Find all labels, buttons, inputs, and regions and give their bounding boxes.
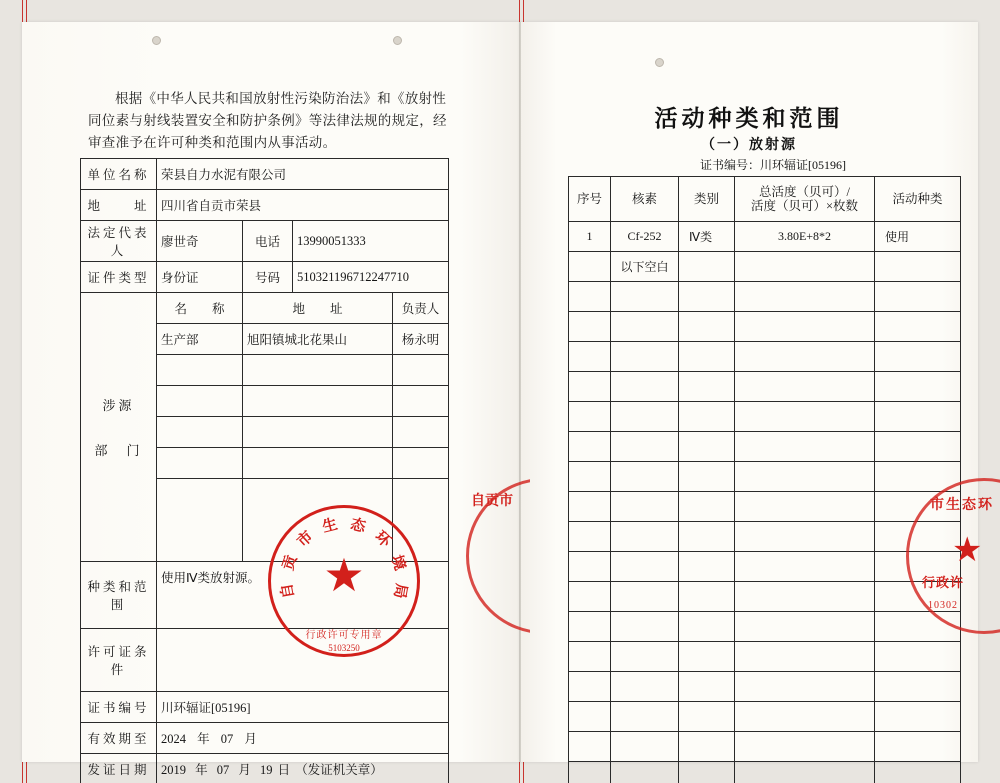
seal-arc-char: 局 bbox=[390, 582, 409, 600]
table-row bbox=[569, 672, 961, 702]
col-no-header: 序号 bbox=[569, 177, 611, 222]
col-category-header: 类别 bbox=[679, 177, 735, 222]
table-row bbox=[569, 612, 961, 642]
cell-category bbox=[679, 582, 735, 612]
partial-seal-left-text: 自贡市 bbox=[471, 494, 513, 509]
intro-text: 根据《中华人民共和国放射性污染防治法》和《放射性同位素与射线装置安全和防护条例》等法律法规的规定，经审查准予在许可种类和范围内从事活动。 bbox=[88, 91, 447, 150]
table-row bbox=[569, 222, 961, 252]
cell-nuclide bbox=[611, 402, 679, 432]
cell-activity bbox=[735, 312, 875, 342]
cell-nuclide bbox=[611, 612, 679, 642]
table-row bbox=[569, 732, 961, 762]
cell-no bbox=[569, 312, 611, 342]
cell-activity-type bbox=[875, 342, 961, 372]
cell-no bbox=[569, 342, 611, 372]
dept-label-line2: 部 门 bbox=[94, 443, 143, 458]
cell-nuclide bbox=[611, 342, 679, 372]
cell-activity bbox=[735, 282, 875, 312]
seal-arc-char: 贡 bbox=[280, 553, 301, 573]
dept-person: 杨永明 bbox=[393, 324, 449, 355]
cell-no bbox=[569, 522, 611, 552]
cell-category bbox=[679, 372, 735, 402]
cell-activity bbox=[735, 582, 875, 612]
binding-hole bbox=[393, 36, 402, 45]
cell-category bbox=[679, 702, 735, 732]
dept-name: 生产部 bbox=[157, 324, 243, 355]
dept-person bbox=[393, 417, 449, 448]
dept-name bbox=[157, 355, 243, 386]
cell-nuclide bbox=[611, 282, 679, 312]
cell-no bbox=[569, 462, 611, 492]
table-row bbox=[569, 342, 961, 372]
cell-nuclide bbox=[611, 672, 679, 702]
unit-name-label: 单位名称 bbox=[81, 159, 157, 190]
issue-year-unit: 年 bbox=[195, 763, 208, 777]
address-label: 地 址 bbox=[81, 190, 157, 221]
valid-year: 2024 bbox=[161, 732, 186, 746]
cell-activity-type bbox=[875, 582, 961, 612]
cell-no bbox=[569, 372, 611, 402]
cell-category bbox=[679, 492, 735, 522]
star-icon: ★ bbox=[323, 550, 365, 602]
cell-category bbox=[679, 402, 735, 432]
table-row bbox=[569, 642, 961, 672]
seal-code: 5103250 bbox=[328, 643, 360, 653]
cell-nuclide bbox=[611, 522, 679, 552]
legal-rep-label: 法定代表人 bbox=[81, 221, 157, 262]
table-row bbox=[81, 293, 449, 324]
seal-arc-char: 自 bbox=[279, 582, 298, 600]
scope-label: 种类和范围 bbox=[81, 562, 157, 629]
table-row bbox=[569, 702, 961, 732]
cert-no-label: 证书编号 bbox=[81, 692, 157, 723]
cell-activity bbox=[735, 612, 875, 642]
cell-nuclide bbox=[611, 642, 679, 672]
intro-paragraph bbox=[88, 88, 448, 154]
seal-arc-char: 生 bbox=[320, 516, 340, 536]
dept-name bbox=[157, 386, 243, 417]
issue-authority-note: （发证机关章） bbox=[295, 763, 383, 777]
dept-person bbox=[393, 355, 449, 386]
partial-seal-right-mid-text: 行政许 bbox=[922, 575, 965, 590]
issue-month: 07 bbox=[216, 763, 230, 777]
cell-nuclide bbox=[611, 312, 679, 342]
cell-activity bbox=[735, 402, 875, 432]
seal-arc-char: 境 bbox=[387, 553, 408, 573]
cell-activity bbox=[735, 252, 875, 282]
col-activity-header bbox=[735, 177, 875, 222]
table-row bbox=[81, 692, 449, 723]
cell-category bbox=[679, 732, 735, 762]
table-row bbox=[81, 754, 449, 783]
cell-activity bbox=[735, 672, 875, 702]
cell-nuclide: 以下空白 bbox=[611, 252, 679, 282]
cell-no bbox=[569, 732, 611, 762]
page-title: 活动种类和范围 bbox=[654, 106, 844, 131]
table-row bbox=[569, 552, 961, 582]
dept-addr bbox=[243, 479, 393, 562]
issue-date-value bbox=[157, 754, 449, 783]
seal-arc-char: 市 bbox=[294, 528, 317, 551]
cell-category bbox=[679, 762, 735, 783]
cell-category bbox=[679, 342, 735, 372]
page-fold bbox=[519, 22, 521, 762]
cert-number-right: 证书编号：川环辐证[05196] bbox=[700, 158, 846, 172]
valid-until-label: 有效期至 bbox=[81, 723, 157, 754]
cell-activity-type bbox=[875, 642, 961, 672]
cell-activity bbox=[735, 642, 875, 672]
cell-activity-type bbox=[875, 282, 961, 312]
page-subtitle: （一）放射源 bbox=[701, 138, 797, 153]
table-row bbox=[569, 492, 961, 522]
cell-activity-type bbox=[875, 462, 961, 492]
cell-activity bbox=[735, 492, 875, 522]
id-no-label: 号码 bbox=[243, 262, 293, 293]
cell-nuclide bbox=[611, 492, 679, 522]
cell-category: Ⅳ类 bbox=[679, 222, 735, 252]
table-row bbox=[569, 312, 961, 342]
table-row bbox=[569, 582, 961, 612]
table-row bbox=[81, 723, 449, 754]
scope-value: 使用Ⅳ类放射源。 bbox=[157, 562, 449, 629]
cell-nuclide bbox=[611, 582, 679, 612]
table-row bbox=[81, 221, 449, 262]
cell-activity bbox=[735, 342, 875, 372]
issue-month-unit: 月 bbox=[238, 763, 251, 777]
dept-label-cell bbox=[81, 293, 157, 562]
cell-activity-type bbox=[875, 432, 961, 462]
unit-name-value: 荣县自力水泥有限公司 bbox=[157, 159, 449, 190]
dept-name bbox=[157, 448, 243, 479]
dept-addr bbox=[243, 386, 393, 417]
table-row bbox=[569, 522, 961, 552]
phone-label: 电话 bbox=[243, 221, 293, 262]
cell-activity-type bbox=[875, 762, 961, 783]
cell-activity-type bbox=[875, 252, 961, 282]
license-info-table bbox=[80, 158, 449, 783]
cell-category bbox=[679, 312, 735, 342]
table-row bbox=[81, 262, 449, 293]
issue-day-unit: 日 bbox=[277, 763, 291, 777]
cell-no bbox=[569, 552, 611, 582]
valid-month: 07 bbox=[220, 732, 234, 746]
partial-seal-right-top-text: 市生态环 bbox=[930, 498, 994, 513]
cell-no bbox=[569, 282, 611, 312]
cell-activity bbox=[735, 552, 875, 582]
condition-label: 许可证条件 bbox=[81, 629, 157, 692]
dept-label-line1: 涉源 bbox=[102, 398, 135, 413]
table-row bbox=[569, 402, 961, 432]
table-row bbox=[81, 159, 449, 190]
cell-category bbox=[679, 612, 735, 642]
cell-activity bbox=[735, 462, 875, 492]
cell-no bbox=[569, 672, 611, 702]
seal-bottom-text: 行政许可专用章 bbox=[305, 630, 383, 641]
cell-activity-type bbox=[875, 372, 961, 402]
cell-activity bbox=[735, 372, 875, 402]
cell-activity-type bbox=[875, 672, 961, 702]
cell-no bbox=[569, 702, 611, 732]
binding-hole bbox=[152, 36, 161, 45]
table-row bbox=[569, 252, 961, 282]
condition-value bbox=[157, 629, 449, 692]
valid-year-unit: 年 bbox=[197, 732, 210, 746]
table-header-row bbox=[569, 177, 961, 222]
dept-person bbox=[393, 386, 449, 417]
cell-nuclide: Cf-252 bbox=[611, 222, 679, 252]
cell-activity-type bbox=[875, 702, 961, 732]
phone-value: 13990051333 bbox=[293, 221, 449, 262]
dept-person bbox=[393, 448, 449, 479]
cell-category bbox=[679, 282, 735, 312]
cell-activity bbox=[735, 732, 875, 762]
cell-category bbox=[679, 432, 735, 462]
dept-name bbox=[157, 479, 243, 562]
cell-no bbox=[569, 612, 611, 642]
col-activity-type-header: 活动种类 bbox=[875, 177, 961, 222]
dept-name bbox=[157, 417, 243, 448]
table-row bbox=[569, 282, 961, 312]
cell-no bbox=[569, 582, 611, 612]
table-row bbox=[81, 190, 449, 221]
cell-no bbox=[569, 492, 611, 522]
table-row bbox=[569, 762, 961, 783]
cell-activity bbox=[735, 762, 875, 783]
cell-category bbox=[679, 462, 735, 492]
cell-nuclide bbox=[611, 732, 679, 762]
cell-no: 1 bbox=[569, 222, 611, 252]
cell-activity-type bbox=[875, 612, 961, 642]
cell-activity-type bbox=[875, 552, 961, 582]
issue-day: 19 bbox=[260, 763, 273, 777]
legal-rep-value: 廖世奇 bbox=[157, 221, 243, 262]
cell-activity-type bbox=[875, 732, 961, 762]
dept-addr bbox=[243, 448, 393, 479]
issue-date-label: 发证日期 bbox=[81, 754, 157, 783]
dept-col-name-header: 名 称 bbox=[157, 293, 243, 324]
id-no-value: 510321196712247710 bbox=[293, 262, 449, 293]
cell-category bbox=[679, 642, 735, 672]
table-row bbox=[569, 372, 961, 402]
table-row bbox=[569, 432, 961, 462]
seal-arc-char: 环 bbox=[371, 528, 394, 551]
dept-addr bbox=[243, 355, 393, 386]
issue-year: 2019 bbox=[161, 763, 186, 777]
cell-nuclide bbox=[611, 432, 679, 462]
cell-nuclide bbox=[611, 552, 679, 582]
cell-nuclide bbox=[611, 372, 679, 402]
cell-activity-type bbox=[875, 522, 961, 552]
partial-seal-right-code: 10302 bbox=[928, 600, 958, 611]
binding-hole bbox=[655, 58, 664, 67]
cell-nuclide bbox=[611, 462, 679, 492]
cell-no bbox=[569, 402, 611, 432]
cell-nuclide bbox=[611, 762, 679, 783]
cell-no bbox=[569, 252, 611, 282]
cell-activity-type: 使用 bbox=[875, 222, 961, 252]
cell-activity bbox=[735, 702, 875, 732]
dept-addr bbox=[243, 417, 393, 448]
cell-activity bbox=[735, 522, 875, 552]
table-row bbox=[569, 462, 961, 492]
cell-no bbox=[569, 432, 611, 462]
address-value: 四川省自贡市荣县 bbox=[157, 190, 449, 221]
cell-nuclide bbox=[611, 702, 679, 732]
cell-activity bbox=[735, 432, 875, 462]
cell-activity: 3.80E+8*2 bbox=[735, 222, 875, 252]
cell-category bbox=[679, 522, 735, 552]
activity-header-line2: 活度（贝可）×枚数 bbox=[750, 199, 859, 213]
star-icon: ★ bbox=[952, 532, 983, 569]
table-row bbox=[81, 562, 449, 629]
col-nuclide-header: 核素 bbox=[611, 177, 679, 222]
cell-activity-type bbox=[875, 402, 961, 432]
cell-category bbox=[679, 552, 735, 582]
cell-category bbox=[679, 672, 735, 702]
valid-month-unit: 月 bbox=[244, 732, 257, 746]
id-type-value: 身份证 bbox=[157, 262, 243, 293]
dept-addr: 旭阳镇城北花果山 bbox=[243, 324, 393, 355]
activity-header-line1: 总活度（贝可）/ bbox=[759, 185, 850, 199]
dept-col-addr-header: 地 址 bbox=[243, 293, 393, 324]
cert-no-value: 川环辐证[05196] bbox=[157, 692, 449, 723]
radiation-source-table bbox=[568, 176, 961, 783]
cell-activity-type bbox=[875, 492, 961, 522]
table-row bbox=[81, 629, 449, 692]
cell-activity-type bbox=[875, 312, 961, 342]
dept-person bbox=[393, 479, 449, 562]
seal-arc-char: 态 bbox=[348, 516, 368, 536]
valid-until-value bbox=[157, 723, 449, 754]
cell-no bbox=[569, 762, 611, 783]
cell-no bbox=[569, 642, 611, 672]
cell-category bbox=[679, 252, 735, 282]
id-type-label: 证件类型 bbox=[81, 262, 157, 293]
dept-col-person-header: 负责人 bbox=[393, 293, 449, 324]
